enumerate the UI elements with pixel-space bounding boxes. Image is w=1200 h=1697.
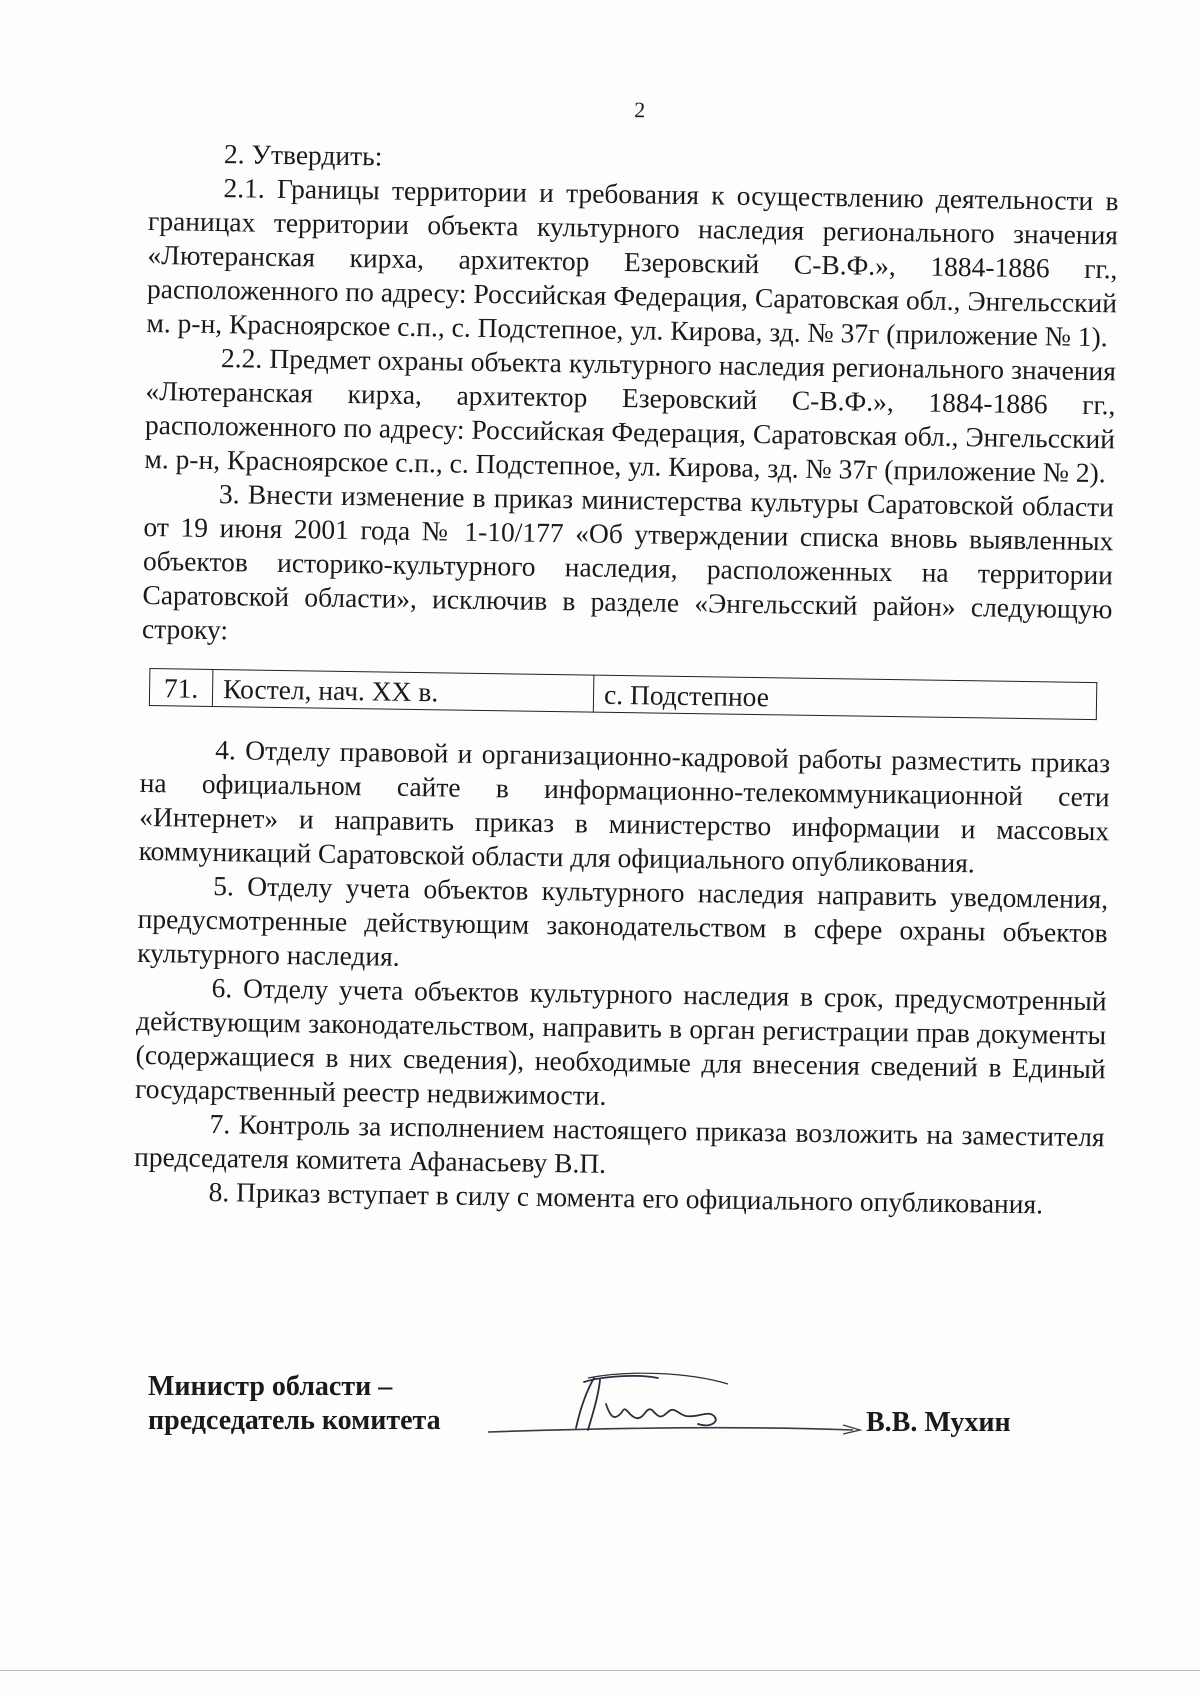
- excluded-row-table: [149, 668, 1097, 720]
- item-7: 7. Контроль за исполнением настоящего приказа возложить на заместителя председателя комитета Афанасьеву В.П.: [133, 1108, 1105, 1179]
- row-object-name: Костел, нач. XX в.: [212, 669, 594, 712]
- handwritten-signature: [488, 1370, 868, 1450]
- item-5: 5. Отделу учета объектов культурного наследия направить уведомления, предусмотренные действующим законодательством в сфере охраны объектов культурного наследия.: [136, 870, 1109, 972]
- item-2-2: 2.2. Предмет охраны объекта культурного наследия регионального значения «Лютеранская кирха, архитектор Езеровский С-В.Ф.», 1884-1886 гг., расположенного по адресу: Российская Федерация, Саратовская обл., Энгельсский м. р-н, Красноярское с.п., с. Подстепное, ул. Кирова, зд. № 37г (приложение № 2).: [144, 342, 1117, 489]
- item-2-1: 2.1. Границы территории и требования к осуществлению деятельности в границах территории объекта культурного наследия регионального значения «Лютеранская кирха, архитектор Езеровский С-В.Ф.», 1884-1886 гг., расположенного по адресу: Российская Федерация, Саратовская обл., Энгельсский м. р-н, Красноярское с.п., с. Подстепное, ул. Кирова, зд. № 37г (приложение № 1).: [146, 172, 1119, 353]
- item-8: 8. Приказ вступает в силу с момента его официального опубликования.: [208, 1175, 1044, 1220]
- item-4: 4. Отделу правовой и организационно-кадровой работы разместить приказ на официальном сайте в информационно-телекоммуникационной сети «Интернет» и направить приказ в министерство информации и массовых коммуникаций Саратовской области для официального опубликования.: [138, 734, 1111, 879]
- page-number: 2: [634, 97, 646, 123]
- document-sheet: [133, 90, 1119, 1222]
- signatory-title: [148, 1370, 441, 1438]
- row-number: 71.: [149, 669, 213, 707]
- item-3: 3. Внести изменение в приказ министерства культуры Саратовской области от 19 июня 2001 года № 1-10/177 «Об утверждении списка вновь выявленных объектов историко-культурного наследия, расположенных на территории Саратовской области», исключив в разделе «Энгельсский район» следующую строку:: [141, 478, 1115, 646]
- item-6: 6. Отделу учета объектов культурного наследия в срок, предусмотренный действующим законодательством, направить в орган регистрации прав документы (содержащиеся в них сведения), необходимые для внесения сведений в Единый государственный реестр недвижимости.: [134, 972, 1107, 1111]
- signatory-name: В.В. Мухин: [866, 1407, 1011, 1438]
- item-2: 2. Утвердить:: [223, 138, 383, 172]
- order-body: [133, 136, 1119, 1222]
- row-location: с. Подстепное: [593, 675, 1096, 719]
- signature-block: [148, 1370, 1118, 1480]
- signatory-title-line1: Министр области –: [148, 1371, 393, 1402]
- scan-edge-line: [0, 1670, 1200, 1671]
- signatory-title-line2: председатель комитета: [148, 1405, 441, 1436]
- table-row: [149, 669, 1096, 720]
